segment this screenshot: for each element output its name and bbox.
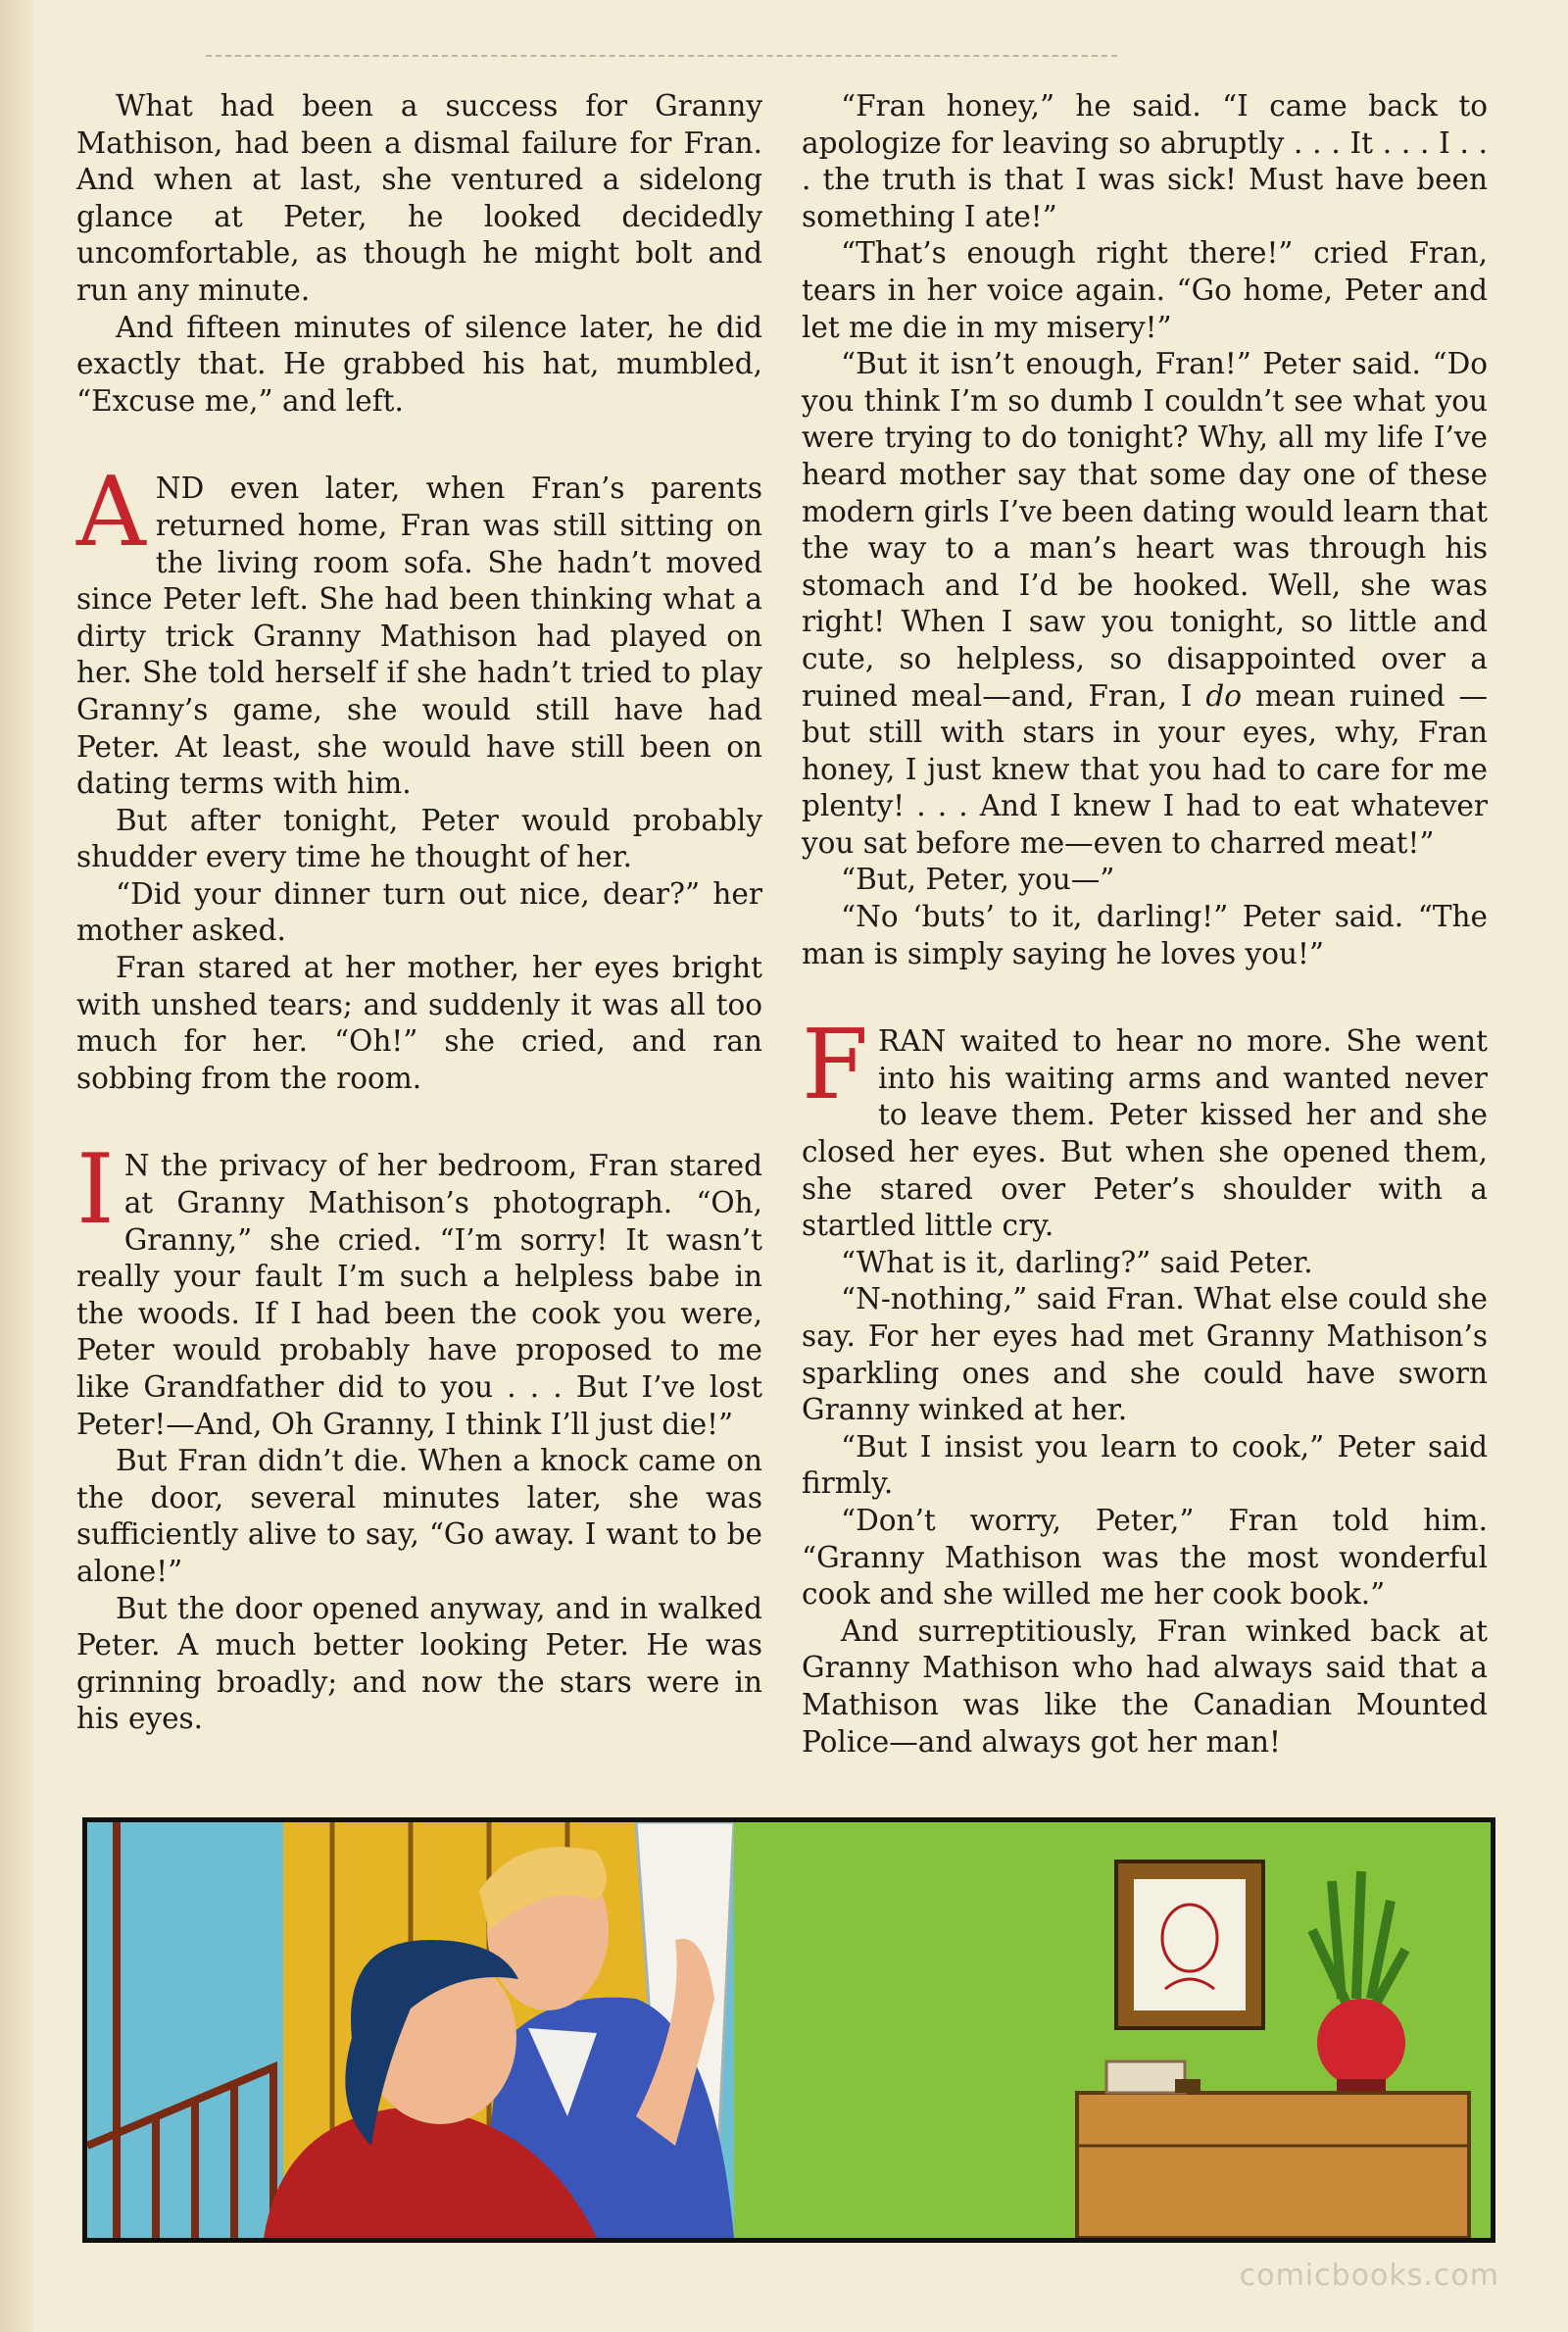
drop-cap: F — [802, 1010, 868, 1122]
drop-cap: I — [76, 1134, 115, 1247]
paragraph: And fifteen minutes of silence later, he did exactly that. He grabbed his hat, mumbled, “Excuse me,” and left. — [76, 310, 762, 418]
paragraph: “Did your dinner turn out nice, dear?” her mother asked. — [76, 876, 762, 948]
paragraph: “But I insist you learn to cook,” Peter said firmly. — [802, 1429, 1488, 1501]
section-paragraph — [76, 1134, 762, 1443]
paragraph: “What is it, darling?” said Peter. — [841, 1245, 1313, 1279]
paragraph-text: N the privacy of her bedroom, Fran stared at Granny Mathison’s photograph. “Oh, Granny,” she cried. “I’m sorry! It wasn’t really your fault I’m such a helpless babe in the woods. If I had been the cook you were, Peter would probably have proposed to me like Grandfather did to you . . . But I’ve lost Peter!—And, Oh Granny, I think I’ll just die!” — [76, 1149, 762, 1441]
paragraph: Fran stared at her mother, her eyes bright with unshed tears; and suddenly it was all too much for her. “Oh!” she cried, and ran sobbing from the room. — [76, 951, 762, 1095]
watermark: comicbooks.com — [1239, 2258, 1499, 2293]
comic-panel — [82, 1817, 1495, 2243]
section-paragraph — [802, 1010, 1488, 1245]
story-left-column — [76, 88, 762, 1738]
paragraph: But Fran didn’t die. When a knock came on the door, several minutes later, she was sufficiently alive to say, “Go away. I want to be alone!” — [76, 1444, 762, 1588]
paragraph: “Fran honey,” he said. “I came back to apologize for leaving so abruptly . . . It . . . I . . . the truth is that I was sick! Must have been something I ate!” — [802, 89, 1488, 233]
paragraph-text: RAN waited to hear no more. She went into his waiting arms and wanted never to leave them. Peter kissed her and she closed her eyes. But when she opened them, she stared over Peter’s shoulder with a startled little cry. — [802, 1024, 1488, 1243]
top-rule — [206, 55, 1117, 57]
paragraph: “No ‘buts’ to it, darling!” Peter said. “The man is simply saying he loves you!” — [802, 900, 1488, 970]
section-paragraph — [76, 457, 762, 802]
paragraph: “N-nothing,” said Fran. What else could she say. For her eyes had met Granny Mathison’s sparkling ones and she could have sworn Granny winked at her. — [802, 1282, 1488, 1427]
comic-panel-illustration — [87, 1822, 1491, 2238]
granny-portrait — [1116, 1861, 1263, 2028]
paragraph: “But it isn’t enough, Fran!” Peter said. “Do you think I’m so dumb I couldn’t see what you were trying to do tonight? Why, all my life I’ve heard mother say that some day one of these modern girls I’ve been dating would learn that the way to a man’s heart was through his stomach and I’d be hooked. Well, she was right! When I saw you tonight, so little and cute, so helpless, so disappointed over a ruined meal—and, Fran, I do mean ruined — but still with stars in your eyes, why, Fran honey, I just knew that you had to care for me plenty! . . . And I knew I had to eat whatever you sat before me—even to charred meat!” — [802, 347, 1488, 860]
paragraph: But the door opened anyway, and in walked Peter. A much better looking Peter. He was grinning broadly; and now the stars were in his eyes. — [76, 1591, 762, 1736]
story-right-column — [802, 88, 1488, 1761]
paragraph: What had been a success for Granny Mathison, had been a dismal failure for Fran. And when at last, she ventured a sidelong glance at Peter, he looked decidedly uncomfortable, as though he might bolt and run any minute. — [76, 89, 762, 307]
paragraph: “That’s enough right there!” cried Fran, tears in her voice again. “Go home, Peter and let me die in my misery!” — [802, 236, 1488, 344]
paragraph: And surreptitiously, Fran winked back at Granny Mathison who had always said that a Mathison was like the Canadian Mounted Police—and always got her man! — [802, 1613, 1488, 1759]
paragraph: “But, Peter, you—” — [841, 863, 1115, 897]
paragraph-text: ND even later, when Fran’s parents returned home, Fran was still sitting on the living room sofa. She hadn’t moved since Peter left. She had been thinking what a dirty trick Granny Mathison had played on her. She told herself if she hadn’t tried to play Granny’s game, she would still have had Peter. At least, she would have still been on dating terms with him. — [76, 471, 762, 801]
emphasis: do — [1205, 678, 1242, 713]
paragraph: “Don’t worry, Peter,” Fran told him. “Granny Mathison was the most wonderful cook and she willed me her cook book.” — [802, 1503, 1488, 1612]
page-binding-edge — [0, 0, 33, 2332]
paragraph: But after tonight, Peter would probably shudder every time he thought of her. — [76, 803, 762, 874]
drop-cap: A — [76, 457, 146, 570]
